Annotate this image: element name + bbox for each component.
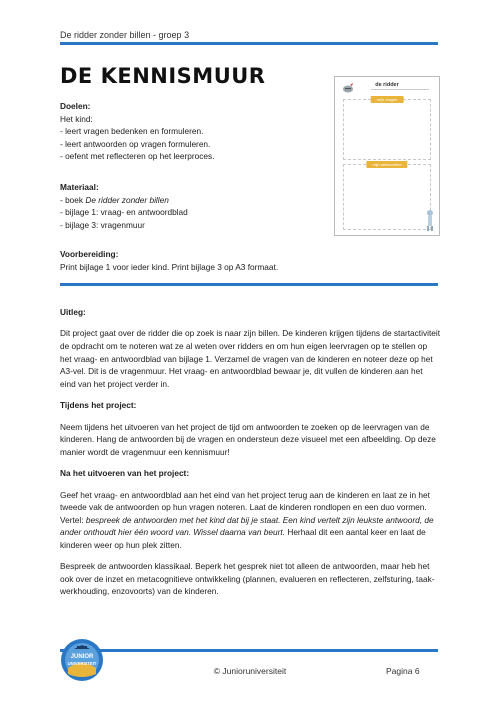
material-book-title: De ridder zonder billen <box>85 194 169 205</box>
after-text-part1: Geef het vraag- en antwoordblad aan het eind van het project terug aan de kinderen en laat ze in het tweede vak de antwoorden op hun vragen noteren. Laat de kinderen rondlopen en een duo vormen. Vertel: <box>60 489 430 525</box>
preparation-section <box>60 248 440 273</box>
logo-text-line2: UNIVERSITEIT <box>67 661 97 666</box>
material-book-prefix: - boek <box>60 194 86 205</box>
knight-figure-icon <box>425 209 435 231</box>
thumbnail-questions-box <box>343 99 431 160</box>
material-item: - bijlage 3: vragenmuur <box>60 219 145 230</box>
thumbnail-answers-box <box>343 164 431 230</box>
footer-copyright: © Junioruniversiteit <box>213 666 287 676</box>
explanation-heading: Uitleg: <box>60 307 86 317</box>
after-text <box>60 489 440 552</box>
explanation-text: Dit project gaat over de ridder die op zoek is naar zijn billen. De kinderen krijgen tijdens de startactiviteit de opdracht om te noteren wat ze al weten over ridders en om hun eigen leervragen op te stellen op het vraag- en antwoordblad van bijlage 1. Verzamel de vragen van de kinderen en noteer deze op het A3-vel. Dit is de vragenmuur. Het vraag- en antwoordblad bewaar je, dit vullen de kinderen aan het eind van het project verder in. <box>60 328 441 389</box>
material-heading: Materiaal: <box>60 182 99 192</box>
preparation-text: Print bijlage 1 voor ieder kind. Print bijlage 3 op A3 formaat. <box>60 261 279 272</box>
after-heading: Na het uitvoeren van het project: <box>60 468 190 479</box>
after-quote: bespreek de antwoorden met het kind dat bij je staat. Een kind vertelt zijn leukste antwoord, de ander onthoudt hier één woord van. Wissel daarna van beurt. <box>60 514 434 538</box>
goals-intro: Het kind: <box>60 113 93 124</box>
logo-text-line1: JUNIOR <box>70 654 94 660</box>
header-divider <box>60 42 438 45</box>
worksheet-thumbnail <box>334 76 440 236</box>
footer-divider <box>60 649 438 652</box>
section-divider <box>60 283 438 286</box>
preparation-heading: Voorbereiding: <box>60 249 119 259</box>
page-title: DE KENNISMUUR <box>60 64 266 88</box>
after-paragraph-2: Bespreek de antwoorden klassikaal. Beperk het gesprek niet tot alleen de antwoorden, maar heb het ook over de inzet en metacognitieve ontwikkeling (plannen, evalueren en reflecteren, zelfsturing, taak-werkhouding, enzovoorts) van de kinderen. <box>60 561 435 597</box>
goals-heading: Doelen: <box>60 101 91 111</box>
thumbnail-title: de ridder <box>375 82 399 88</box>
thumbnail-questions-tag: mijn vragen <box>371 96 404 103</box>
instructions-section <box>60 306 440 607</box>
goals-item: - oefent met reflecteren op het leerproces. <box>60 151 215 162</box>
thumbnail-answers-tag: mijn antwoorden <box>366 161 407 168</box>
during-text: Neem tijdens het uitvoeren van het project de tijd om antwoorden te zoeken op de leervragen van de kinderen. Hang de antwoorden bij de vragen en ondersteun deze visueel met een afbeelding. Op deze manier wordt de vragenmuur een kennismuur! <box>60 421 436 457</box>
thumbnail-rule <box>371 89 429 90</box>
during-heading: Tijdens het project: <box>60 400 137 411</box>
after-text-part2: Herhaal dit een aantal keer en laat de kinderen weer op hun plek zitten. <box>60 527 426 550</box>
goals-item: - leert antwoorden op vragen formuleren. <box>60 138 211 149</box>
material-item: - bijlage 1: vraag- en antwoordblad <box>60 207 188 218</box>
page-number: Pagina 6 <box>386 666 420 676</box>
goals-item: - leert vragen bedenken en formuleren. <box>60 126 204 137</box>
page-header: De ridder zonder billen - groep 3 <box>60 30 190 40</box>
